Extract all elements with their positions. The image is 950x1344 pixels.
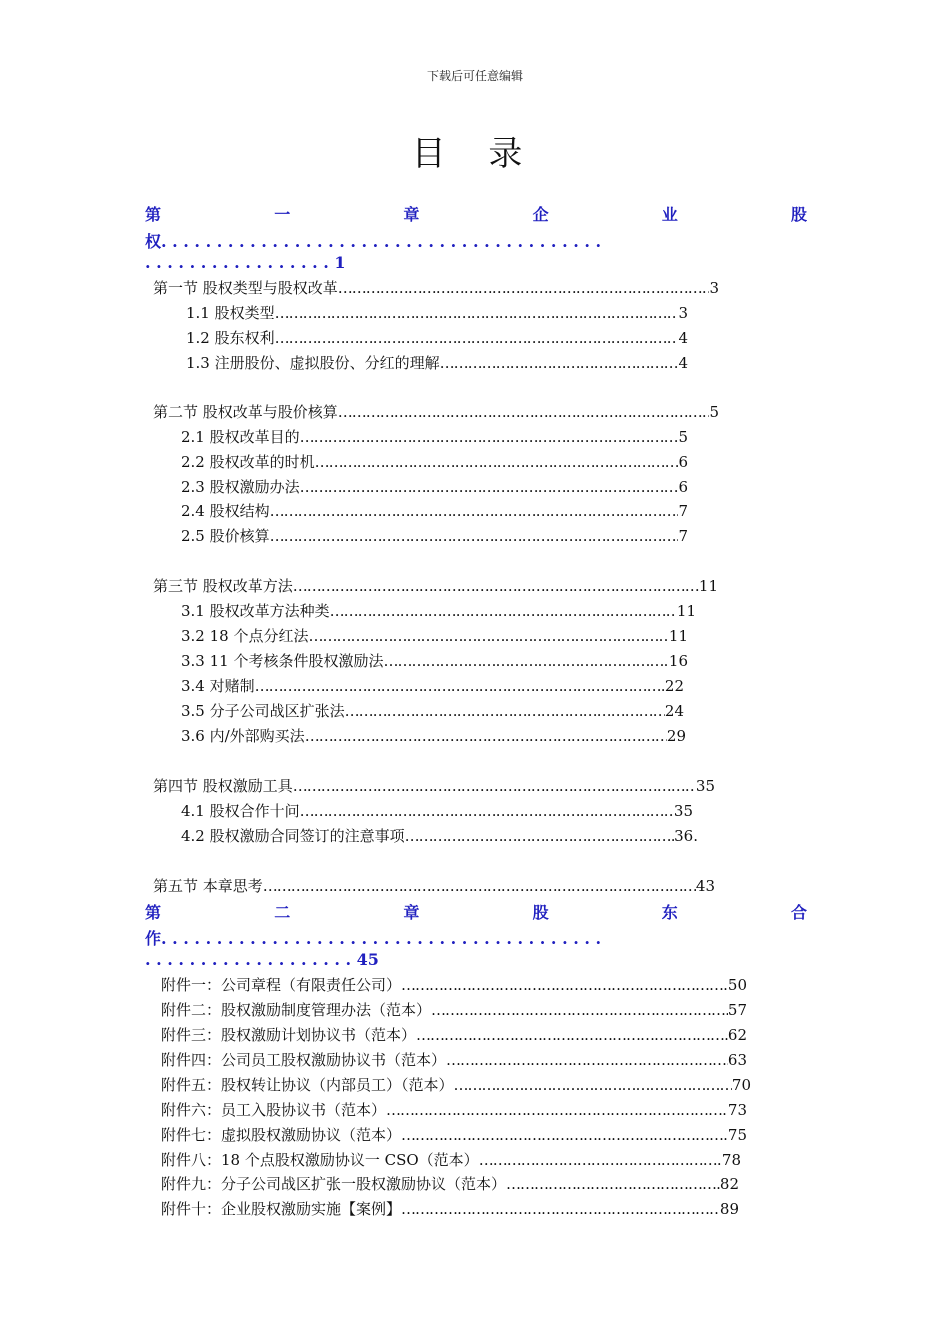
chapter-1-leader: 权. . . . . . . . . . . . . . . . . . . . . . . . . . . . . . . . . . . . . . . . <box>145 232 602 251</box>
toc-label: 附件六：员工入股协议书（范本） <box>161 1101 387 1119</box>
chapter-2-char: 第 <box>145 903 162 922</box>
toc-label: 第三节 股权改革方法 <box>153 577 293 595</box>
chapter-2-char: 东 <box>661 903 678 922</box>
chapter-1-char: 业 <box>661 205 678 224</box>
toc-page: 16 <box>668 652 688 670</box>
toc-label: 附件九：分子公司战区扩张一股权激励协议（范本） <box>161 1175 507 1193</box>
toc-entry-section-5[interactable] <box>153 875 715 896</box>
toc-entry-section-1[interactable] <box>153 277 719 298</box>
toc-page: 7 <box>678 502 688 520</box>
dot-leader <box>315 453 679 471</box>
dot-leader <box>300 478 679 496</box>
toc-entry-appendix[interactable] <box>161 1149 741 1170</box>
dot-leader <box>416 1026 728 1044</box>
toc-page: 11 <box>676 602 696 620</box>
toc-page: 5 <box>709 403 719 421</box>
dot-leader <box>405 827 675 845</box>
toc-entry-appendix[interactable] <box>161 1124 747 1145</box>
toc-label: 2.1 股权改革目的 <box>181 428 300 446</box>
toc-page: 75 <box>727 1126 747 1144</box>
dot-leader <box>293 777 696 795</box>
toc-page: 6 <box>678 453 688 471</box>
toc-entry-section-2[interactable] <box>153 401 719 422</box>
toc-page: 11 <box>668 627 688 645</box>
toc-entry[interactable] <box>186 352 688 373</box>
toc-label: 第二节 股权改革与股价核算 <box>153 403 338 421</box>
toc-label: 2.5 股价核算 <box>181 527 270 545</box>
chapter-1-heading[interactable] <box>145 202 807 225</box>
toc-page: 3 <box>709 279 719 297</box>
toc-page: 3 <box>678 304 688 322</box>
chapter-2-page: . . . . . . . . . . . . . . . . . . . 45 <box>145 950 379 969</box>
toc-label: 4.1 股权合作十问 <box>181 802 300 820</box>
toc-label: 第五节 本章思考 <box>153 877 263 895</box>
chapter-2-char: 合 <box>790 903 807 922</box>
dot-leader <box>479 1151 722 1169</box>
toc-entry-appendix[interactable] <box>161 1074 751 1095</box>
toc-entry[interactable] <box>186 302 688 323</box>
chapter-2-char: 章 <box>403 903 420 922</box>
toc-page: 70 <box>731 1076 751 1094</box>
dot-leader <box>305 727 667 745</box>
toc-page: 63 <box>727 1051 747 1069</box>
toc-label: 附件五：股权转让协议（内部员工）（范本） <box>161 1076 454 1094</box>
toc-label: 第一节 股权类型与股权改革 <box>153 279 338 297</box>
toc-entry-appendix[interactable] <box>161 1173 739 1194</box>
dot-leader <box>401 1126 728 1144</box>
toc-entry[interactable] <box>186 327 688 348</box>
toc-label: 附件十：企业股权激励实施【案例】 <box>161 1200 402 1218</box>
dot-leader <box>275 329 679 347</box>
toc-page: 35 <box>673 802 693 820</box>
toc-entry[interactable] <box>181 700 684 721</box>
toc-entry[interactable] <box>181 725 686 746</box>
toc-page: 36. <box>674 827 698 845</box>
dot-leader <box>263 877 696 895</box>
toc-entry-appendix[interactable] <box>161 999 747 1020</box>
dot-leader <box>300 802 674 820</box>
chapter-1-char: 企 <box>532 205 549 224</box>
toc-entry-appendix[interactable] <box>161 974 747 995</box>
dot-leader <box>454 1076 732 1094</box>
chapter-2-leader: 作. . . . . . . . . . . . . . . . . . . . . . . . . . . . . . . . . . . . . . . . <box>145 929 602 948</box>
chapter-1-char: 股 <box>790 205 807 224</box>
dot-leader <box>293 577 699 595</box>
toc-entry[interactable] <box>181 451 688 472</box>
toc-entry[interactable] <box>181 675 684 696</box>
toc-page: 62 <box>727 1026 747 1044</box>
dot-leader <box>345 702 665 720</box>
toc-label: 附件三：股权激励计划协议书（范本） <box>161 1026 417 1044</box>
toc-entry-appendix[interactable] <box>161 1198 739 1219</box>
dot-leader <box>270 527 679 545</box>
toc-page: 6 <box>678 478 688 496</box>
toc-page: 5 <box>678 428 688 446</box>
toc-entry[interactable] <box>181 600 696 621</box>
toc-page: 57 <box>727 1001 747 1019</box>
header-note: 下载后可任意编辑 <box>426 69 523 83</box>
toc-label: 1.1 股权类型 <box>186 304 275 322</box>
toc-label: 1.3 注册股份、虚拟股份、分红的理解 <box>186 354 440 372</box>
toc-page: 7 <box>678 527 688 545</box>
dot-leader <box>338 279 710 297</box>
dot-leader <box>308 627 668 645</box>
chapter-1-char: 第 <box>145 205 162 224</box>
toc-entry-appendix[interactable] <box>161 1049 747 1070</box>
dot-leader <box>446 1051 728 1069</box>
dot-leader <box>275 304 679 322</box>
toc-entry[interactable] <box>181 825 698 846</box>
dot-leader <box>330 602 677 620</box>
chapter-1-char: 章 <box>403 205 420 224</box>
toc-page: 4 <box>678 354 688 372</box>
chapter-2-char: 股 <box>532 903 549 922</box>
toc-page: 78 <box>721 1151 741 1169</box>
toc-entry-appendix[interactable] <box>161 1024 747 1045</box>
toc-label: 3.2 18 个点分红法 <box>181 627 309 645</box>
toc-page: 82 <box>719 1175 739 1193</box>
toc-label: 附件七：虚拟股权激励协议（范本） <box>161 1126 402 1144</box>
toc-entry[interactable] <box>181 426 688 447</box>
dot-leader <box>270 502 679 520</box>
toc-title: 目 录 <box>411 134 539 174</box>
toc-label: 附件二：股权激励制度管理办法（范本） <box>161 1001 432 1019</box>
dot-leader <box>255 677 665 695</box>
toc-label: 3.1 股权改革方法种类 <box>181 602 330 620</box>
toc-label: 3.5 分子公司战区扩张法 <box>181 702 345 720</box>
toc-entry-section-4[interactable] <box>153 775 715 796</box>
dot-leader <box>383 652 668 670</box>
chapter-2-char: 二 <box>274 903 291 922</box>
toc-entry-section-3[interactable] <box>153 575 718 596</box>
chapter-1-page: . . . . . . . . . . . . . . . . . 1 <box>145 253 346 272</box>
toc-page: 73 <box>727 1101 747 1119</box>
toc-label: 1.2 股东权利 <box>186 329 275 347</box>
toc-page: 11 <box>698 577 718 595</box>
dot-leader <box>401 976 728 994</box>
toc-label: 2.2 股权改革的时机 <box>181 453 315 471</box>
toc-label: 2.3 股权激励办法 <box>181 478 300 496</box>
toc-label: 2.4 股权结构 <box>181 502 270 520</box>
toc-entry[interactable] <box>181 650 688 671</box>
toc-entry-appendix[interactable] <box>161 1099 747 1120</box>
toc-page: 29 <box>666 727 686 745</box>
dot-leader <box>300 428 679 446</box>
dot-leader <box>440 354 679 372</box>
dot-leader <box>338 403 710 421</box>
toc-page: 22 <box>664 677 684 695</box>
toc-entry[interactable] <box>181 476 688 497</box>
toc-page: 89 <box>719 1200 739 1218</box>
toc-label: 3.4 对赌制 <box>181 677 255 695</box>
toc-page: 24 <box>664 702 684 720</box>
toc-page: 35 <box>695 777 715 795</box>
toc-label: 附件八：18 个点股权激励协议一 CSO（范本） <box>161 1151 479 1169</box>
toc-page: 4 <box>678 329 688 347</box>
dot-leader <box>386 1101 728 1119</box>
toc-entry[interactable] <box>181 500 688 521</box>
toc-entry[interactable] <box>181 625 688 646</box>
dot-leader <box>506 1175 720 1193</box>
toc-label: 附件一：公司章程（有限责任公司） <box>161 976 402 994</box>
toc-label: 4.2 股权激励合同签订的注意事项 <box>181 827 405 845</box>
toc-label: 附件四：公司员工股权激励协议书（范本） <box>161 1051 447 1069</box>
dot-leader <box>431 1001 728 1019</box>
toc-entry[interactable] <box>181 800 693 821</box>
dot-leader <box>401 1200 720 1218</box>
toc-page: 43 <box>695 877 715 895</box>
toc-label: 3.3 11 个考核条件股权激励法 <box>181 652 384 670</box>
chapter-1-char: 一 <box>274 205 291 224</box>
toc-label: 第四节 股权激励工具 <box>153 777 293 795</box>
toc-page: 50 <box>727 976 747 994</box>
toc-entry[interactable] <box>181 525 688 546</box>
chapter-2-heading[interactable] <box>145 900 807 923</box>
toc-label: 3.6 内/外部购买法 <box>181 727 305 745</box>
